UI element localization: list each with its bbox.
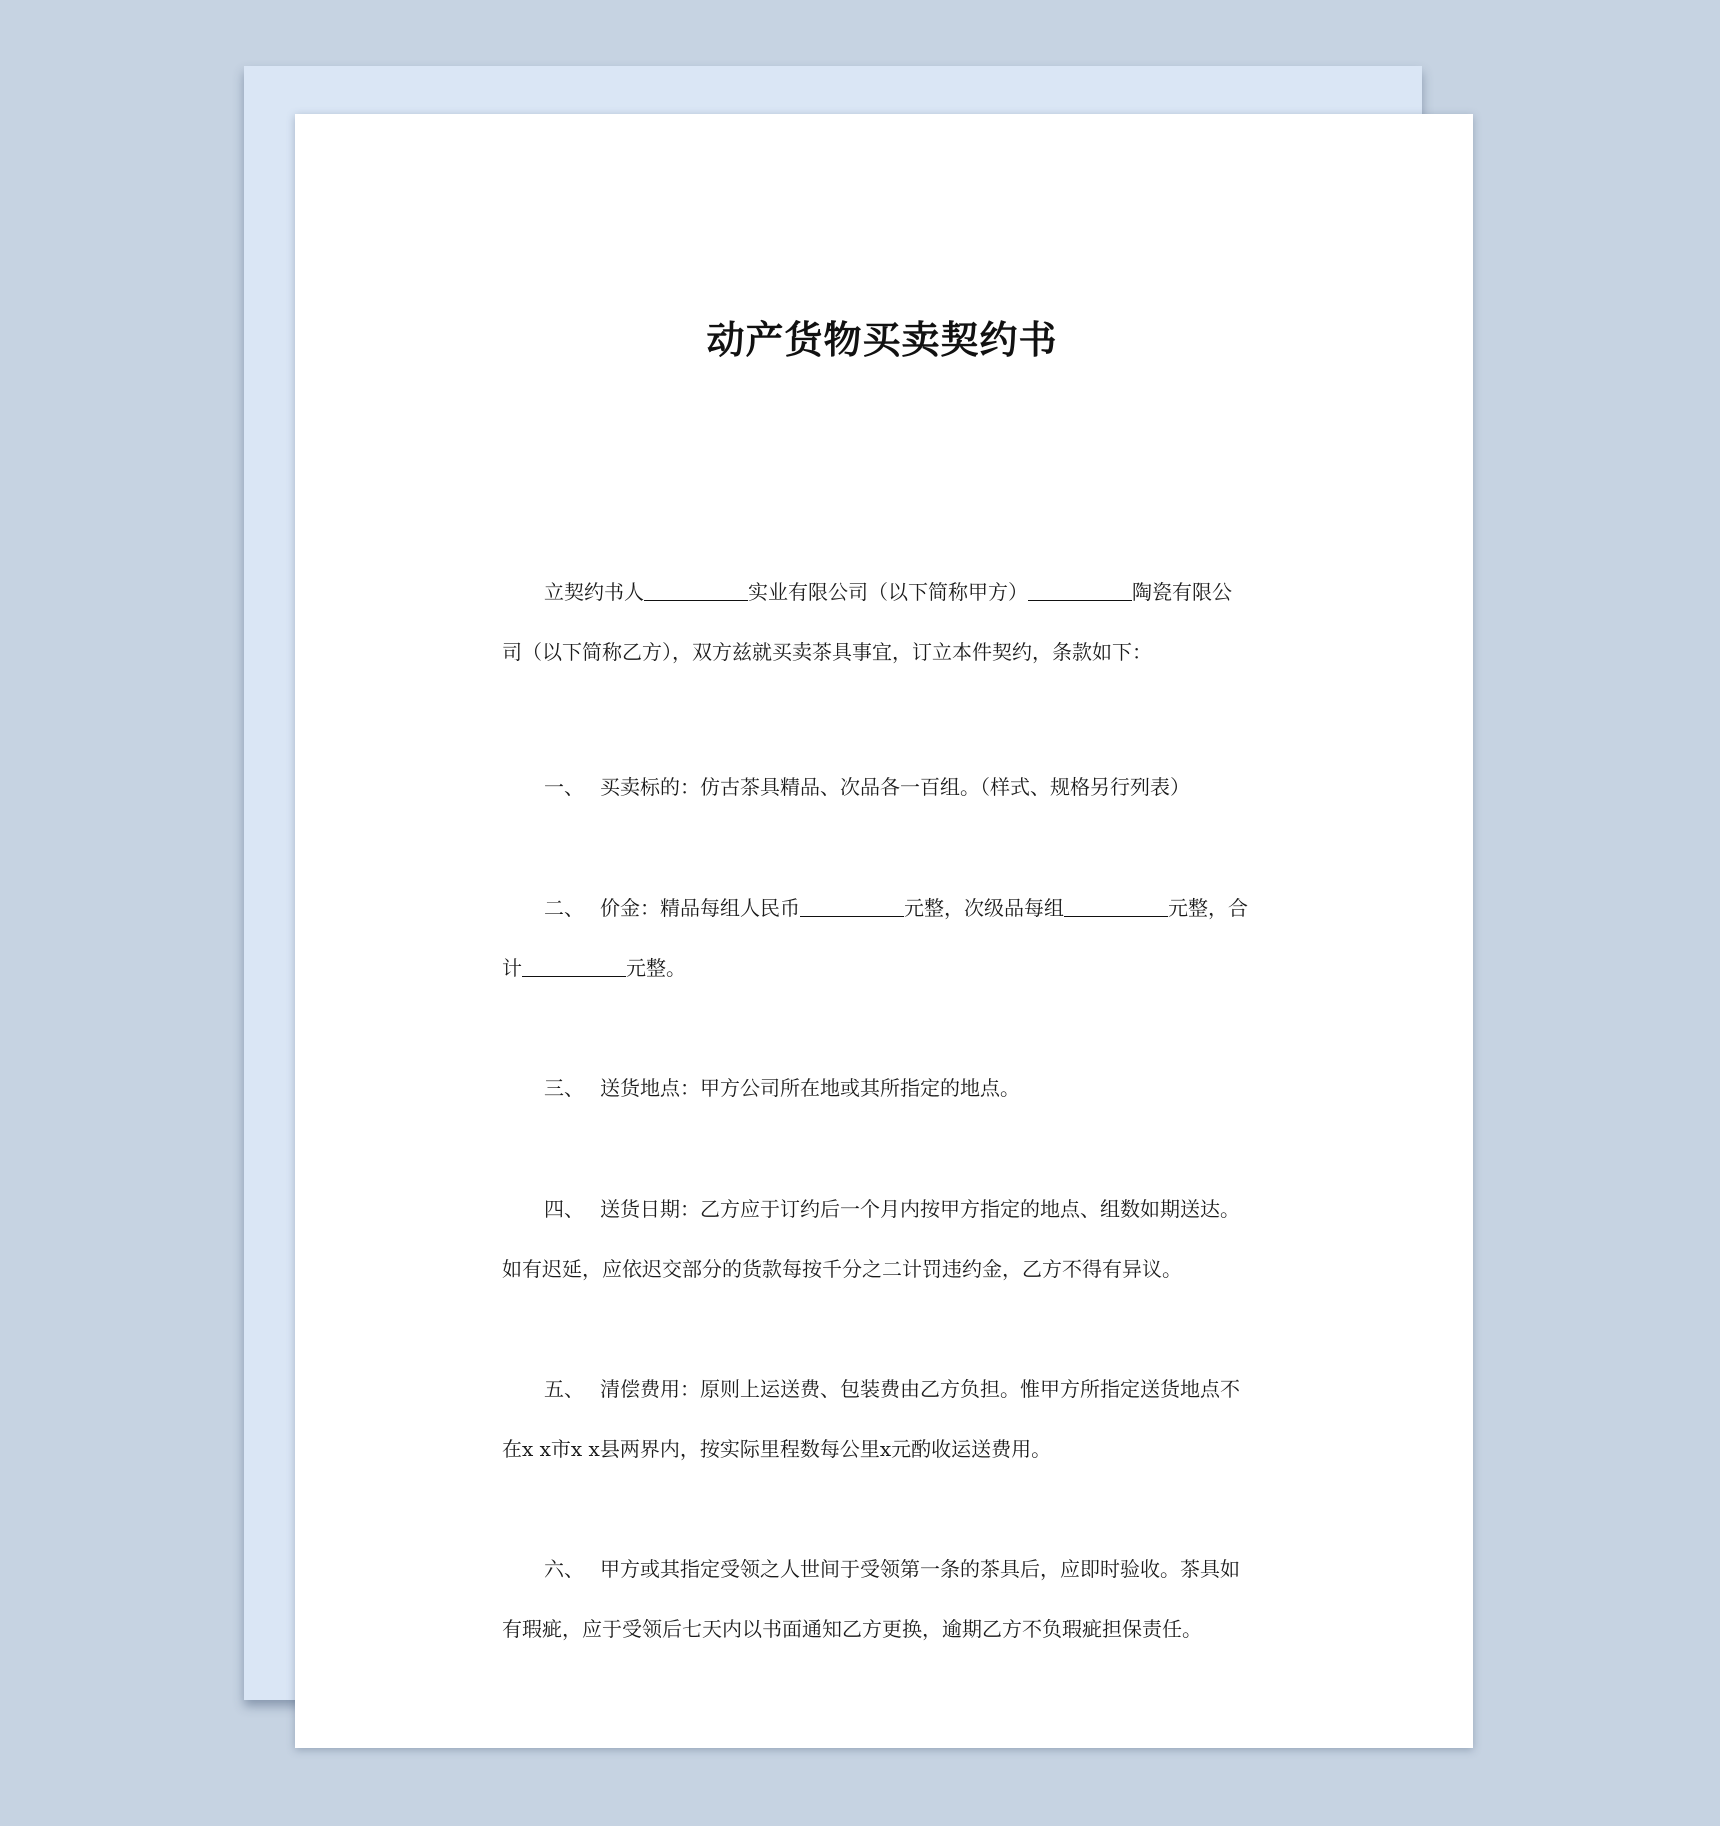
intro-text-line2: 司（以下简称乙方），双方兹就买卖茶具事宜，订立本件契约，条款如下：: [502, 640, 1152, 664]
intro-text-2: 实业有限公司（以下简称甲方）: [748, 580, 1028, 604]
clause-text-line2: [502, 938, 1282, 998]
clause-text: 元整，合: [1168, 896, 1248, 920]
clause-number: 三、: [544, 1076, 584, 1100]
blank-line[interactable]: [1064, 898, 1168, 917]
clause-text: 买卖标的：仿古茶具精品、次品各一百组。（样式、规格另行列表）: [600, 775, 1190, 799]
document-title: 动产货物买卖契约书: [706, 318, 1058, 362]
blank-line[interactable]: [800, 898, 904, 917]
document-page: [295, 114, 1473, 1748]
clause-text-line2: 有瑕疵，应于受领后七天内以书面通知乙方更换，逾期乙方不负瑕疵担保责任。: [502, 1617, 1202, 1641]
clause-text: 元整，次级品每组: [904, 896, 1064, 920]
clause-6: [502, 1539, 1282, 1659]
clause-number: 六、: [544, 1557, 584, 1581]
clause-number: 一、: [544, 775, 584, 799]
clause-2: [502, 878, 1282, 998]
clause-number: 四、: [544, 1197, 584, 1221]
clause-number: 五、: [544, 1377, 584, 1401]
blank-line[interactable]: [522, 958, 626, 977]
clause-3: [502, 1058, 1282, 1118]
clause-1: [502, 757, 1282, 817]
clause-text: 甲方或其指定受领之人世间于受领第一条的茶具后，应即时验收。茶具如: [600, 1557, 1240, 1581]
intro-text-1: 立契约书人: [544, 580, 644, 604]
clause-text: 价金：精品每组人民币: [600, 896, 800, 920]
intro-text-3: 陶瓷有限公: [1132, 580, 1232, 604]
blank-line[interactable]: [644, 582, 748, 601]
clause-4: [502, 1179, 1282, 1299]
intro-paragraph: [502, 562, 1282, 682]
clause-text: 清偿费用：原则上运送费、包装费由乙方负担。惟甲方所指定送货地点不: [600, 1377, 1240, 1401]
clause-text: 计: [502, 956, 522, 980]
clause-text-line2: 如有迟延，应依迟交部分的货款每按千分之二计罚违约金，乙方不得有异议。: [502, 1257, 1182, 1281]
clause-text: 送货地点：甲方公司所在地或其所指定的地点。: [600, 1076, 1020, 1100]
clause-text: 送货日期：乙方应于订约后一个月内按甲方指定的地点、组数如期送达。: [600, 1197, 1240, 1221]
clause-number: 二、: [544, 896, 584, 920]
blank-line[interactable]: [1028, 582, 1132, 601]
clause-text-line2: 在x x市x x县两界内，按实际里程数每公里x元酌收运送费用。: [502, 1437, 1052, 1461]
clause-text: 元整。: [626, 956, 686, 980]
clause-5: [502, 1359, 1282, 1479]
